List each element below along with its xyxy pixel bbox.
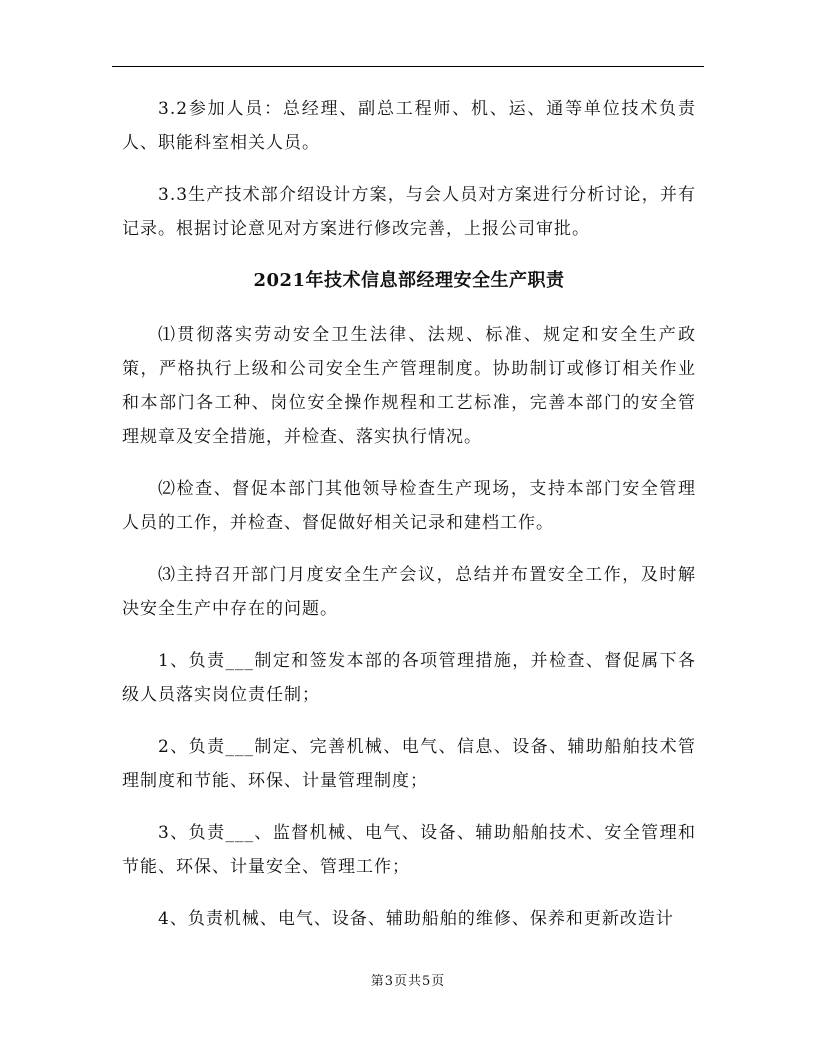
- paragraph: 3、负责___、监督机械、电气、设备、辅助船舶技术、安全管理和节能、环保、计量安全、管理工作；: [122, 823, 696, 877]
- paragraph: ⑵检查、督促本部门其他领导检查生产现场，支持本部门安全管理人员的工作，并检查、督促做好相关记录和建档工作。: [122, 479, 696, 533]
- header-rule: [112, 66, 704, 67]
- paragraph: ⑶主持召开部门月度安全生产会议，总结并布置安全工作，及时解决安全生产中存在的问题。: [122, 565, 696, 619]
- paragraph: 4、负责机械、电气、设备、辅助船舶的维修、保养和更新改造计: [158, 909, 674, 929]
- section-heading: 2021年技术信息部经理安全生产职责: [253, 270, 565, 291]
- paragraph: 3.2参加人员：总经理、副总工程师、机、运、通等单位技术负责人、职能科室相关人员。: [122, 99, 696, 153]
- page-number: 第3页共5页: [370, 974, 446, 989]
- paragraph: 2、负责___制定、完善机械、电气、信息、设备、辅助船舶技术管理制度和节能、环保、计量管理制度；: [122, 737, 696, 791]
- document-body: [122, 92, 696, 954]
- paragraph: ⑴贯彻落实劳动安全卫生法律、法规、标准、规定和安全生产政策，严格执行上级和公司安全生产管理制度。协助制订或修订相关作业和本部门各工种、岗位安全操作规程和工艺标准，完善本部门的安全管理规章及安全措施，并检查、落实执行情况。: [122, 325, 696, 447]
- paragraph: 3.3生产技术部介绍设计方案，与会人员对方案进行分析讨论，并有记录。根据讨论意见对方案进行修改完善，上报公司审批。: [122, 185, 696, 239]
- paragraph: 1、负责___制定和签发本部的各项管理措施，并检查、督促属下各级人员落实岗位责任制；: [122, 651, 696, 705]
